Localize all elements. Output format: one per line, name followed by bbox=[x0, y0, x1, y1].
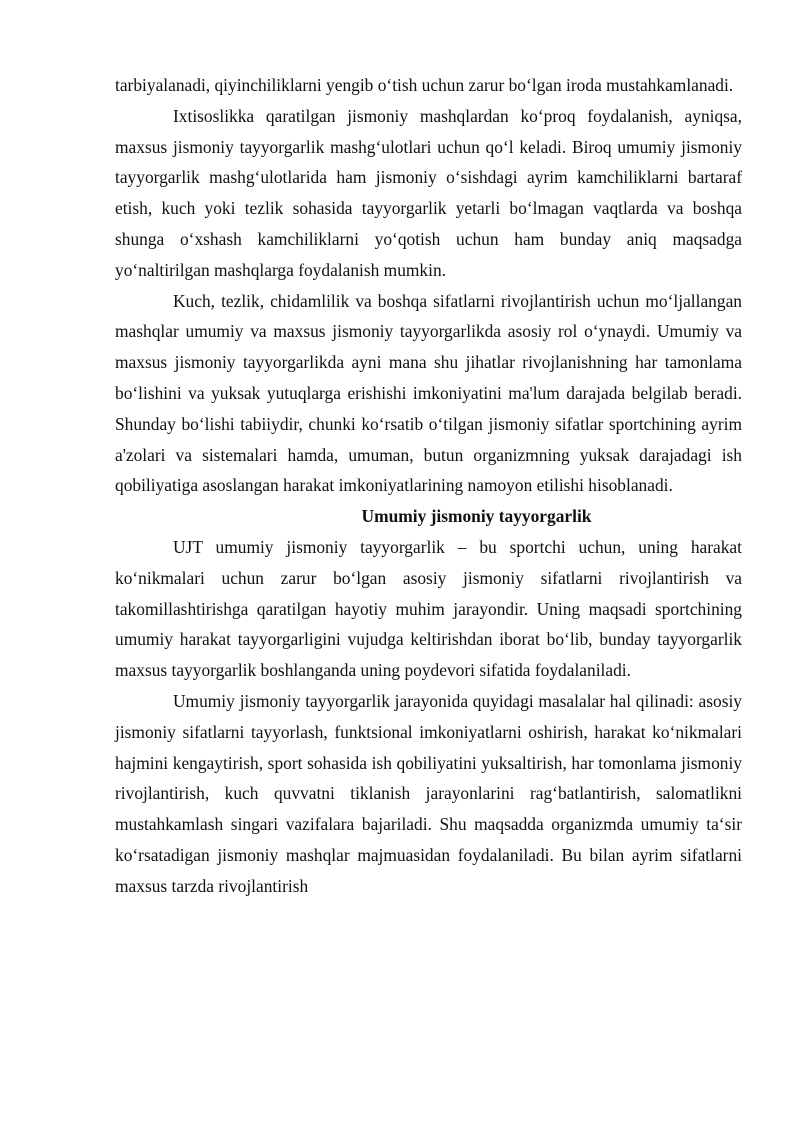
paragraph-1: tarbiyalanadi, qiyinchiliklarni yengib o‘tish uchun zarur bo‘lgan iroda mustahkamlanadi. bbox=[115, 75, 734, 95]
paragraph-2: Ixtisoslikka qaratilgan jismoniy mashqlardan ko‘proq foydalanish, ayniqsa, maxsus jismoniy tayyorgarlik mashg‘ulotlari uchun qo‘l keladi. Biroq umumiy jismoniy tayyorgarlik mashg‘ulotlarida ham jismoniy o‘sishdagi ayrim kamchiliklarni bartaraf etish, kuch yoki tezlik sohasida tayyorgarlik yetarli bo‘lmagan vaqtlarda va boshqa shunga o‘xshash kamchiliklarni yo‘qotish uchun ham bunday aniq maqsadga yo‘naltirilgan mashqlarga foydalanish mumkin. bbox=[115, 105, 742, 280]
paragraph-4: UJT umumiy jismoniy tayyorgarlik – bu sportchi uchun, uning harakat ko‘nikmalari uchun zarur bo‘lgan asosiy jismoniy sifatlarni rivojlantirish va takomillashtirishga qaratilgan hayotiy muhim jarayondir. Uning maqsadi sportchining umumiy harakat tayyorgarligini vujudga keltirishdan iborat bo‘lib, bunday tayyorgarlik maxsus tayyorgarlik boshlanganda uning poydevori sifatida foydalaniladi. bbox=[115, 536, 742, 681]
paragraph-5: Umumiy jismoniy tayyorgarlik jarayonida quyidagi masalalar hal qilinadi: asosiy jismoniy sifatlarni tayyorlash, funktsional imkoniyatlarni oshirish, harakat ko‘nikmalari hajmini kengaytirish, sport sohasida ish qobiliyatini yuksaltirish, har tomonlama jismoniy rivojlantirish, kuch quvvatni tiklanish jarayonlarini rag‘batlantirish, salomatlikni mustahkamlash singari vazifalara bajariladi. Shu maqsadda organizmda umumiy ta‘sir ko‘rsatadigan jismoniy mashqlar majmuasidan foydalaniladi. Bu bilan ayrim sifatlarni maxsus tarzda rivojlantirish bbox=[115, 690, 742, 896]
paragraph-3: Kuch, tezlik, chidamlilik va boshqa sifatlarni rivojlantirish uchun mo‘ljallangan mashqlar umumiy va maxsus jismoniy tayyorgarlikda asosiy rol o‘ynaydi. Umumiy va maxsus jismoniy tayyorgarlikda ayni mana shu jihatlar rivojlanishning har tamonlama bo‘lishini va yuksak yutuqlarga erishishi imkoniyatini ma'lum darajada belgilab beradi. Shunday bo‘lishi tabiiydir, chunki ko‘rsatib o‘tilgan jismoniy sifatlar sportchining ayrim a'zolari va sistemalari hamda, umuman, butun organizmning yuksak darajadagi ish qobiliyatiga asoslangan harakat imkoniyatlarining namoyon etilishi hisoblanadi. bbox=[115, 290, 742, 496]
document-page bbox=[115, 70, 742, 902]
section-heading: Umumiy jismoniy tayyorgarlik bbox=[361, 506, 592, 527]
